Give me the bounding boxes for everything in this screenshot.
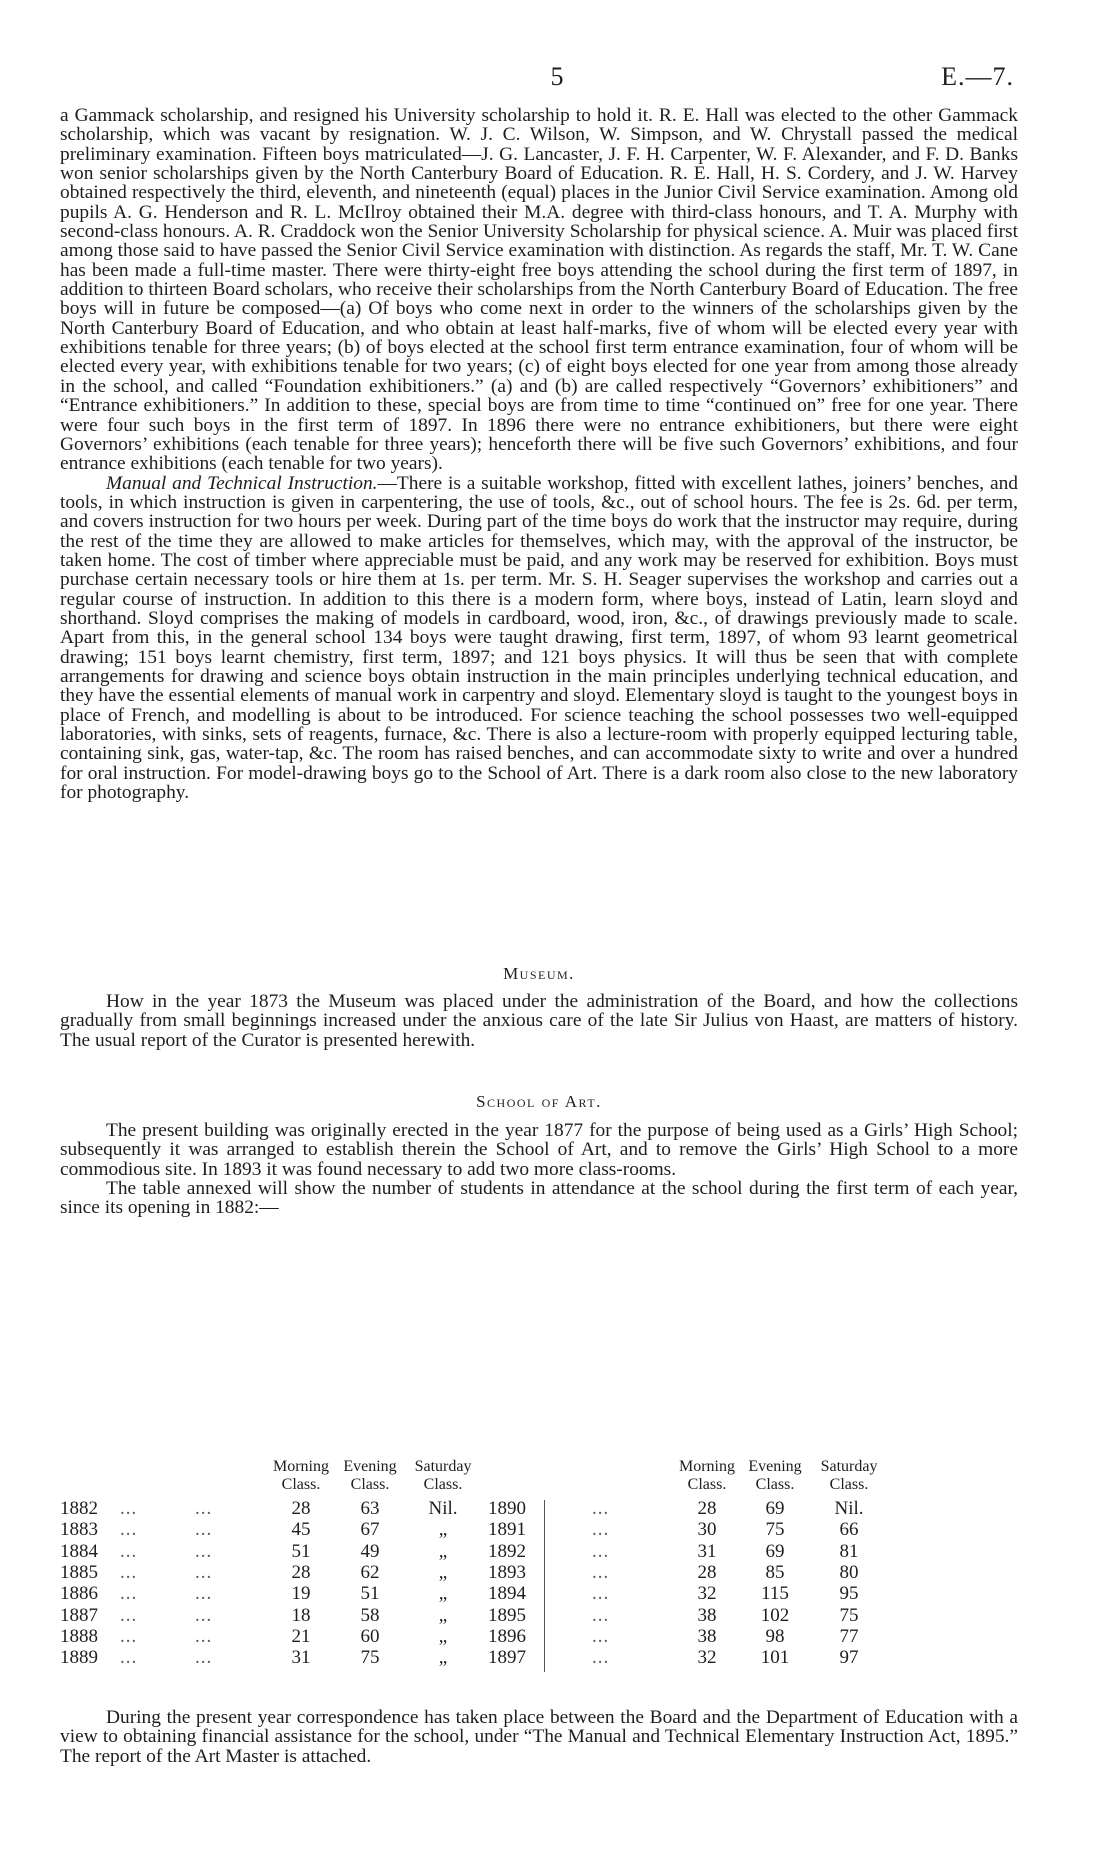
leader-dots: ... [592, 1604, 610, 1626]
leader-dots: ... [592, 1583, 610, 1605]
leader-dots: ... [195, 1540, 213, 1562]
saturday-class-cell: „ [438, 1519, 448, 1541]
school-of-art-paragraph-1: The present building was originally erected in the year 1877 for the purpose of being used as a Girls’ High School; subsequently it was arranged to establish therein the School of Art, and to remove the Girls’ High School to a more commodious site. In 1893 it was found necessary to add two more class-rooms. [60, 1120, 1018, 1180]
leader-dots: ... [195, 1561, 213, 1583]
school-report-text [60, 106, 1018, 802]
table-row [60, 1605, 1018, 1626]
column-header: Morning Class. [679, 1458, 735, 1493]
year-cell: 1883 [60, 1519, 98, 1541]
document-reference: E.—7. [941, 62, 1014, 91]
manual-instruction-paragraph [60, 474, 1018, 803]
evening-class-cell: 102 [760, 1604, 790, 1626]
school-of-art-paragraph-2: The table annexed will show the number of students in attendance at the school during the first term of each year, since its opening in 1882:— [60, 1178, 1018, 1219]
morning-class-cell: 51 [291, 1540, 311, 1562]
leader-dots: ... [592, 1519, 610, 1541]
leader-dots: ... [592, 1540, 610, 1562]
leader-dots: ... [592, 1561, 610, 1583]
leader-dots: ... [195, 1583, 213, 1605]
column-header: Evening Class. [748, 1458, 802, 1493]
year-cell: 1888 [60, 1625, 98, 1647]
morning-class-cell: 30 [697, 1519, 717, 1541]
closing-section [60, 1708, 1018, 1766]
year-cell: 1884 [60, 1540, 98, 1562]
morning-class-cell: 32 [697, 1647, 717, 1669]
museum-heading: Museum. [503, 964, 575, 983]
leader-dots: ... [195, 1604, 213, 1626]
evening-class-cell: 58 [360, 1604, 380, 1626]
saturday-class-cell: 66 [839, 1519, 859, 1541]
morning-class-cell: 21 [291, 1625, 311, 1647]
saturday-class-cell: Nil. [834, 1498, 864, 1519]
table-row [60, 1541, 1018, 1562]
leader-dots: ... [120, 1583, 138, 1605]
year-cell: 1897 [488, 1647, 526, 1669]
morning-class-cell: 18 [291, 1604, 311, 1626]
leader-dots: ... [120, 1540, 138, 1562]
morning-class-cell: 28 [291, 1498, 311, 1519]
leader-dots: ... [592, 1498, 610, 1519]
saturday-class-cell: 80 [839, 1561, 859, 1583]
saturday-class-cell: „ [438, 1604, 448, 1626]
evening-class-cell: 115 [761, 1583, 789, 1605]
saturday-class-cell: Nil. [428, 1498, 458, 1519]
leader-dots: ... [195, 1519, 213, 1541]
table-row [60, 1583, 1018, 1604]
leader-dots: ... [120, 1561, 138, 1583]
evening-class-cell: 51 [360, 1583, 380, 1605]
evening-class-cell: 67 [360, 1519, 380, 1541]
morning-class-cell: 38 [697, 1604, 717, 1626]
year-cell: 1896 [488, 1625, 526, 1647]
saturday-class-cell: „ [438, 1540, 448, 1562]
leader-dots: ... [120, 1519, 138, 1541]
leader-dots: ... [195, 1625, 213, 1647]
morning-class-cell: 38 [697, 1625, 717, 1647]
evening-class-cell: 85 [765, 1561, 785, 1583]
scholarships-paragraph: a Gammack scholarship, and resigned his University scholarship to hold it. R. E. Hall was elected to the other Gammack scholarship, which was vacant by resignation. W. J. C. Wilson, W. Simpson, and W. Chrystall passed the medical preliminary examination. Fifteen boys matriculated—J. G. Lancaster, J. F. H. Carpenter, W. F. Alexander, and F. D. Banks won senior scholarships given by the North Canterbury Board of Education. R. E. Hall, H. S. Cordery, and J. W. Harvey obtained respectively the third, eleventh, and nineteenth (equal) places in the Junior Civil Service examination. Among old pupils A. G. Henderson and R. L. McIlroy obtained their M.A. degree with third-class honours, and T. A. Murphy with second-class honours. A. R. Craddock won the Senior University Scholarship for physical science. A. Muir was placed first among those said to have passed the Senior Civil Service examination with distinction. As regards the staff, Mr. T. W. Cane has been made a full-time master. There were thirty-eight free boys attending the school during the first term of 1897, in addition to thirteen Board scholars, who receive their scholarships from the North Canterbury Board of Education. The free boys will in future be composed—(a) Of boys who come next in order to the winners of the scholarships given by the North Canterbury Board of Education, and who obtain at least half-marks, five of whom will be elected every year with exhibitions tenable for three years; (b) of boys elected at the school first term entrance examination, four of whom will be elected every year, with exhibitions tenable for two years; (c) of eight boys elected for one year from among those already in the school, and called “Foundation exhibitioners.” (a) and (b) are called respectively “Governors’ exhibitioners” and “Entrance exhibitioners.” In addition to these, special boys are from time to time “continued on” free for one year. There were four such boys in the first term of 1897. In 1896 there were no entrance exhibitioners, but there were eight Governors’ exhibitions (each tenable for three years); henceforth there will be five such Governors’ exhibitions, and four entrance exhibitions (each tenable for two years). [60, 105, 1018, 475]
column-header: Evening Class. [343, 1458, 397, 1493]
leader-dots: ... [195, 1647, 213, 1669]
saturday-class-cell: 95 [839, 1583, 859, 1605]
table-row [60, 1519, 1018, 1540]
museum-paragraph: How in the year 1873 the Museum was placed under the administration of the Board, and how the collections gradually from small beginnings increased under the anxious care of the late Sir Julius von Haast, are matters of history. The usual report of the Curator is presented herewith. [60, 991, 1018, 1051]
year-cell: 1892 [488, 1540, 526, 1562]
leader-dots: ... [592, 1647, 610, 1669]
year-cell: 1882 [60, 1498, 98, 1519]
leader-dots: ... [592, 1625, 610, 1647]
evening-class-cell: 75 [765, 1519, 785, 1541]
year-cell: 1895 [488, 1604, 526, 1626]
morning-class-cell: 28 [697, 1561, 717, 1583]
leader-dots: ... [120, 1625, 138, 1647]
saturday-class-cell: „ [438, 1561, 448, 1583]
table-row [60, 1647, 1018, 1668]
year-cell: 1891 [488, 1519, 526, 1541]
manual-instruction-text: —There is a suitable workshop, fitted with excellent lathes, joiners’ benches, and tools, in which instruction is given in carpentering, the use of tools, &c., out of school hours. The fee is 2s. 6d. per term, and covers instruction for two hours per week. During part of the time boys do work that the instructor may require, during the rest of the time they are allowed to make articles for themselves, which may, with the approval of the instructor, be taken home. The cost of timber where appreciable must be paid, and any work may be reserved for exhibition. Boys must purchase certain necessary tools or hire them at 1s. per term. Mr. S. H. Seager supervises the workshop and carries out a regular course of instruction. In addition to this there is a modern form, where boys, instead of Latin, learn sloyd and shorthand. Sloyd comprises the making of models in cardboard, wood, iron, &c., of drawings previously made to scale. Apart from this, in the general school 134 boys were taught drawing, first term, 1897, of whom 93 learnt geometrical drawing; 151 boys learnt chemistry, first term, 1897; and 121 boys physics. It will thus be seen that with complete arrangements for drawing and science boys obtain instruction in the main principles underlying technical education, and they have the essential elements of manual work in carpentry and sloyd. Elementary sloyd is taught to the youngest boys in place of French, and modelling is about to be introduced. For science teaching the school possesses two well-equipped laboratories, with sinks, sets of reagents, furnace, &c. There is also a lecture-room with properly equipped lecturing table, containing sink, gas, water-tap, &c. The room has raised benches, and can accommodate sixty to write and over a hundred for oral instruction. For model-drawing boys go to the School of Art. There is a dark room also close to the new laboratory for photography. [60, 472, 1018, 804]
column-header: Morning Class. [273, 1458, 329, 1493]
table-row [60, 1626, 1018, 1647]
museum-section [60, 992, 1018, 1050]
year-cell: 1894 [488, 1583, 526, 1605]
closing-paragraph: During the present year correspondence has taken place between the Board and the Department of Education with a view to obtaining financial assistance for the school, under “The Manual and Technical Elementary Instruction Act, 1895.” The report of the Art Master is attached. [60, 1707, 1018, 1767]
saturday-class-cell: 97 [839, 1647, 859, 1669]
evening-class-cell: 69 [765, 1498, 785, 1519]
morning-class-cell: 31 [697, 1540, 717, 1562]
page-number: 5 [550, 62, 564, 91]
year-cell: 1885 [60, 1561, 98, 1583]
evening-class-cell: 101 [760, 1647, 790, 1669]
morning-class-cell: 31 [291, 1647, 311, 1669]
morning-class-cell: 28 [697, 1498, 717, 1519]
column-header: Saturday Class. [820, 1458, 878, 1493]
year-cell: 1886 [60, 1583, 98, 1605]
leader-dots: ... [120, 1604, 138, 1626]
table-row [60, 1498, 1018, 1519]
school-of-art-heading: School of Art. [476, 1092, 602, 1111]
table-row [60, 1562, 1018, 1583]
evening-class-cell: 98 [765, 1625, 785, 1647]
evening-class-cell: 75 [360, 1647, 380, 1669]
morning-class-cell: 45 [291, 1519, 311, 1541]
evening-class-cell: 62 [360, 1561, 380, 1583]
saturday-class-cell: 81 [839, 1540, 859, 1562]
saturday-class-cell: 75 [839, 1604, 859, 1626]
saturday-class-cell: „ [438, 1625, 448, 1647]
evening-class-cell: 60 [360, 1625, 380, 1647]
manual-instruction-lead: Manual and Technical Instruction. [106, 472, 378, 494]
page-header [0, 62, 1114, 92]
year-cell: 1893 [488, 1561, 526, 1583]
saturday-class-cell: „ [438, 1583, 448, 1605]
leader-dots: ... [120, 1498, 138, 1519]
evening-class-cell: 49 [360, 1540, 380, 1562]
year-cell: 1889 [60, 1647, 98, 1669]
morning-class-cell: 28 [291, 1561, 311, 1583]
column-header: Saturday Class. [414, 1458, 472, 1493]
leader-dots: ... [120, 1647, 138, 1669]
morning-class-cell: 32 [697, 1583, 717, 1605]
year-cell: 1890 [488, 1498, 526, 1519]
evening-class-cell: 63 [360, 1498, 380, 1519]
leader-dots: ... [195, 1498, 213, 1519]
school-of-art-section [60, 1121, 1018, 1218]
year-cell: 1887 [60, 1604, 98, 1626]
saturday-class-cell: „ [438, 1647, 448, 1669]
saturday-class-cell: 77 [839, 1625, 859, 1647]
evening-class-cell: 69 [765, 1540, 785, 1562]
morning-class-cell: 19 [291, 1583, 311, 1605]
